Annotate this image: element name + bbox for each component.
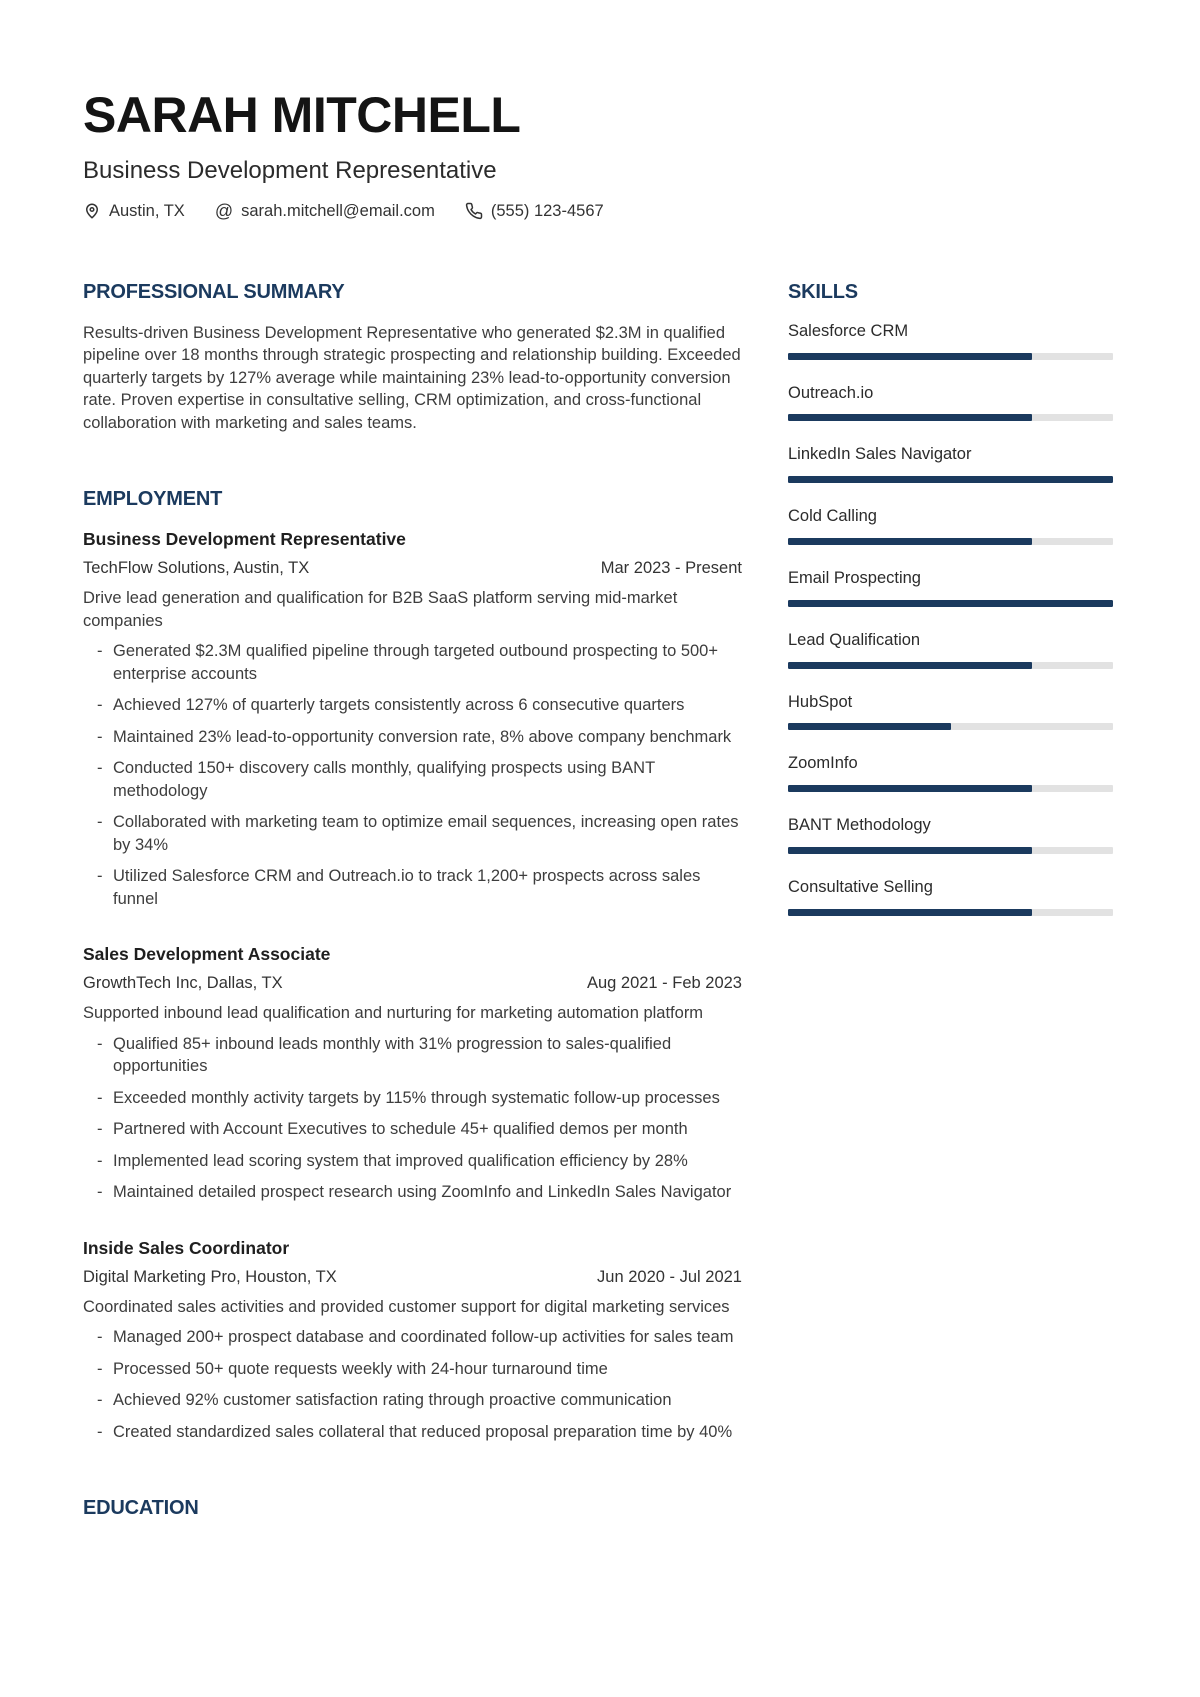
job-dates: Jun 2020 - Jul 2021: [597, 1267, 742, 1286]
skill-item: [788, 384, 1113, 422]
skill-item: [788, 631, 1113, 669]
job-bullet: - Achieved 92% customer satisfaction rating through proactive communication: [83, 1389, 742, 1412]
contact-email: [215, 202, 435, 221]
job-dates: Aug 2021 - Feb 2023: [586, 974, 742, 993]
job-company: GrowthTech Inc, Dallas, TX: [83, 974, 283, 993]
job-bullet: - Generated $2.3M qualified pipeline through targeted outbound prospecting to 500+ enterprise accounts: [83, 640, 742, 685]
job-bullets: [83, 640, 742, 910]
skill-bar-track: [788, 723, 1113, 730]
job-bullet: - Utilized Salesforce CRM and Outreach.io to track 1,200+ prospects across sales funnel: [83, 865, 742, 910]
job-bullet: - Managed 200+ prospect database and coordinated follow-up activities for sales team: [83, 1326, 742, 1349]
skill-bar-fill: [788, 414, 1032, 421]
main-column: [83, 281, 742, 1539]
skill-bar-fill: [788, 785, 1032, 792]
contact-location: [83, 202, 185, 221]
skill-bar-fill: [788, 847, 1032, 854]
contact-row: [83, 202, 1113, 221]
skill-bar-track: [788, 785, 1113, 792]
job-bullet: - Achieved 127% of quarterly targets consistently across 6 consecutive quarters: [83, 694, 742, 717]
job-entry: [83, 1238, 742, 1444]
skill-bar-track: [788, 600, 1113, 607]
contact-phone-text: (555) 123-4567: [490, 201, 604, 220]
skill-name: Email Prospecting: [788, 568, 921, 587]
job-bullet: - Created standardized sales collateral that reduced proposal preparation time by 40%: [83, 1421, 742, 1444]
skills-sidebar: [788, 281, 1113, 1539]
job-company: Digital Marketing Pro, Houston, TX: [83, 1267, 337, 1286]
skill-item: [788, 322, 1113, 360]
job-description: Drive lead generation and qualification for B2B SaaS platform serving mid-market companies: [83, 589, 678, 630]
skill-item: [788, 569, 1113, 607]
contact-email-text: sarah.mitchell@email.com: [241, 201, 435, 220]
skill-item: [788, 816, 1113, 854]
job-title: Sales Development Associate: [83, 944, 331, 965]
education-heading: EDUCATION: [83, 1497, 199, 1520]
skill-name: Consultative Selling: [788, 877, 933, 896]
job-bullets: [83, 1033, 742, 1204]
skill-item: [788, 445, 1113, 483]
section-education: [83, 1497, 742, 1520]
job-bullet: - Qualified 85+ inbound leads monthly with 31% progression to sales-qualified opportunities: [83, 1033, 742, 1078]
skill-bar-track: [788, 476, 1113, 483]
skill-bar-fill: [788, 538, 1032, 545]
skill-bar-track: [788, 538, 1113, 545]
skill-bar-fill: [788, 476, 1113, 483]
skill-bar-track: [788, 847, 1113, 854]
summary-text: Results-driven Business Development Representative who generated $2.3M in qualified pipeline over 18 months through strategic prospecting and relationship building. Exceeded quarterly targets by 127% average while maintaining 23% lead-to-opportunity conversion rate. Proven expertise in consultative selling, CRM optimization, and cross-functional collaboration with marketing and sales teams.: [83, 323, 741, 432]
skill-item: [788, 754, 1113, 792]
skill-bar-fill: [788, 662, 1032, 669]
skill-name: BANT Methodology: [788, 816, 931, 835]
skill-name: Lead Qualification: [788, 630, 921, 649]
skill-item: [788, 878, 1113, 916]
job-meta: [83, 1268, 742, 1287]
skill-bar-track: [788, 662, 1113, 669]
skills-heading: SKILLS: [788, 280, 858, 303]
location-pin-icon: [83, 202, 101, 220]
skill-bar-fill: [788, 353, 1032, 360]
job-title: Business Development Representative: [83, 529, 406, 550]
skill-name: Cold Calling: [788, 507, 877, 526]
jobs-list: [83, 529, 742, 1443]
job-bullet: - Partnered with Account Executives to schedule 45+ qualified demos per month: [83, 1118, 742, 1141]
content-columns: [83, 281, 1113, 1539]
skill-name: HubSpot: [788, 692, 853, 711]
summary-heading: PROFESSIONAL SUMMARY: [83, 280, 345, 303]
skill-name: Salesforce CRM: [788, 321, 909, 340]
job-meta: [83, 974, 742, 993]
skills-list: [788, 322, 1113, 916]
skill-item: [788, 507, 1113, 545]
phone-icon: [465, 202, 483, 220]
job-bullet: - Exceeded monthly activity targets by 115% through systematic follow-up processes: [83, 1087, 742, 1110]
job-bullet: - Implemented lead scoring system that improved qualification efficiency by 28%: [83, 1150, 742, 1173]
job-bullet: - Maintained detailed prospect research using ZoomInfo and LinkedIn Sales Navigator: [83, 1181, 742, 1204]
section-professional-summary: [83, 281, 742, 435]
job-bullet: - Conducted 150+ discovery calls monthly, qualifying prospects using BANT methodology: [83, 757, 742, 802]
job-description: Supported inbound lead qualification and nurturing for marketing automation platform: [83, 1004, 704, 1023]
contact-location-text: Austin, TX: [109, 201, 185, 220]
skill-bar-fill: [788, 909, 1032, 916]
job-meta: [83, 559, 742, 578]
skill-name: Outreach.io: [788, 383, 874, 402]
job-description: Coordinated sales activities and provided customer support for digital marketing services: [83, 1297, 730, 1316]
job-entry: [83, 529, 742, 910]
employment-heading: EMPLOYMENT: [83, 488, 223, 511]
job-bullet: - Collaborated with marketing team to optimize email sequences, increasing open rates by 34%: [83, 811, 742, 856]
job-company: TechFlow Solutions, Austin, TX: [83, 559, 310, 578]
job-bullet: - Maintained 23% lead-to-opportunity conversion rate, 8% above company benchmark: [83, 726, 742, 749]
job-bullet: - Processed 50+ quote requests weekly with 24-hour turnaround time: [83, 1358, 742, 1381]
job-title: Inside Sales Coordinator: [83, 1237, 290, 1258]
candidate-name: SARAH MITCHELL: [83, 87, 521, 143]
job-dates: Mar 2023 - Present: [600, 559, 742, 578]
job-bullets: [83, 1326, 742, 1443]
skill-bar-fill: [788, 600, 1113, 607]
resume-header: [83, 87, 1113, 222]
candidate-title: Business Development Representative: [83, 157, 497, 184]
skill-bar-track: [788, 909, 1113, 916]
at-sign-icon: @: [214, 201, 234, 222]
skill-bar-track: [788, 414, 1113, 421]
skill-bar-fill: [788, 723, 951, 730]
skill-item: [788, 693, 1113, 731]
skill-name: ZoomInfo: [788, 754, 858, 773]
section-employment: [83, 488, 742, 1443]
skill-name: LinkedIn Sales Navigator: [788, 445, 972, 464]
skill-bar-track: [788, 353, 1113, 360]
job-entry: [83, 944, 742, 1204]
contact-phone: [465, 202, 604, 221]
